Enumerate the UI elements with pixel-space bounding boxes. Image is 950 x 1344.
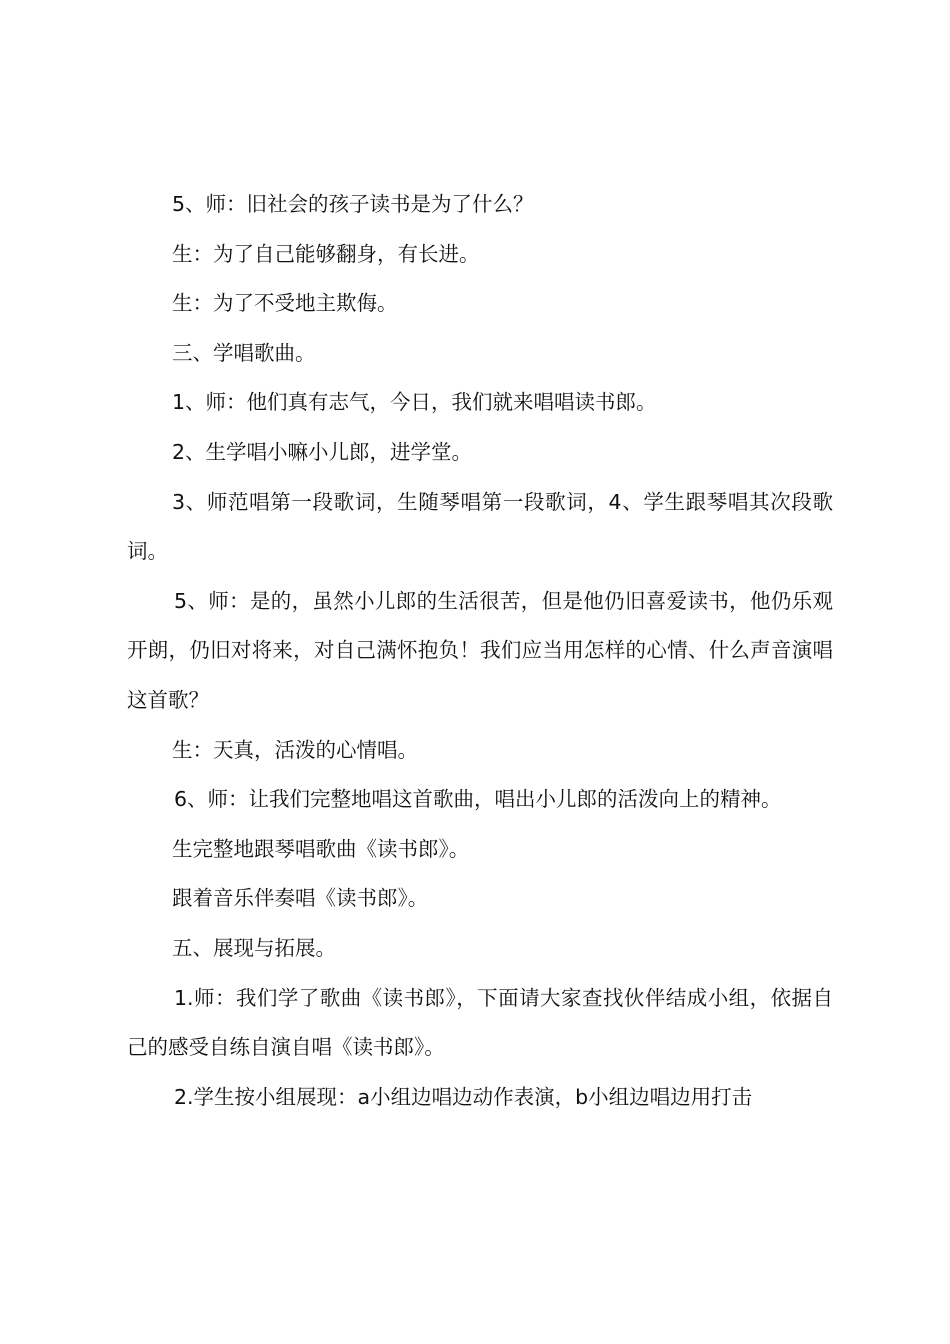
paragraph-teacher-question: 5、师：旧社会的孩子读书是为了什么？ (172, 192, 534, 216)
paragraph-student-answer-3: 生：天真，活泼的心情唱。 (172, 737, 418, 762)
paragraph-step-6: 6、师：让我们完整地唱这首歌曲，唱出小儿郎的活泼向上的精神。 (174, 787, 782, 812)
section-heading-show-extend: 五、展现与拓展。 (172, 935, 336, 960)
paragraph-sing-with-piano: 生完整地跟琴唱歌曲《读书郎》。 (172, 836, 470, 861)
paragraph-step-3-4: 3、师范唱第一段歌词，生随琴唱第一段歌词，4、学生跟琴唱其次段歌词。 (127, 489, 833, 564)
paragraph-step-1: 1、师：他们真有志气，今日，我们就来唱唱读书郎。 (172, 390, 657, 415)
paragraph-step-5: 5、师：是的，虽然小儿郎的生活很苦，但是他仍旧喜爱读书，他仍乐观开朗，仍旧对将来，对自己满怀抱负！我们应当用怎样的心情、什么声音演唱这首歌？ (127, 588, 833, 712)
paragraph-student-answer-1: 生：为了自己能够翻身，有长进。 (172, 241, 480, 266)
paragraph-extend-1: 1.师：我们学了歌曲《读书郎》，下面请大家查找伙伴结成小组，依据自己的感受自练自演自唱《读书郎》。 (127, 985, 833, 1060)
paragraph-sing-with-music: 跟着音乐伴奏唱《读书郎》。 (172, 886, 429, 911)
paragraph-extend-2: 2.学生按小组展现：a小组边唱边动作表演，b小组边唱边用打击 (174, 1084, 753, 1109)
paragraph-student-answer-2: 生：为了不受地主欺侮。 (172, 291, 398, 316)
document-body (127, 180, 833, 1122)
section-heading-learn-song: 三、学唱歌曲。 (172, 340, 316, 365)
paragraph-step-2: 2、生学唱小嘛小儿郎，进学堂。 (172, 439, 473, 464)
